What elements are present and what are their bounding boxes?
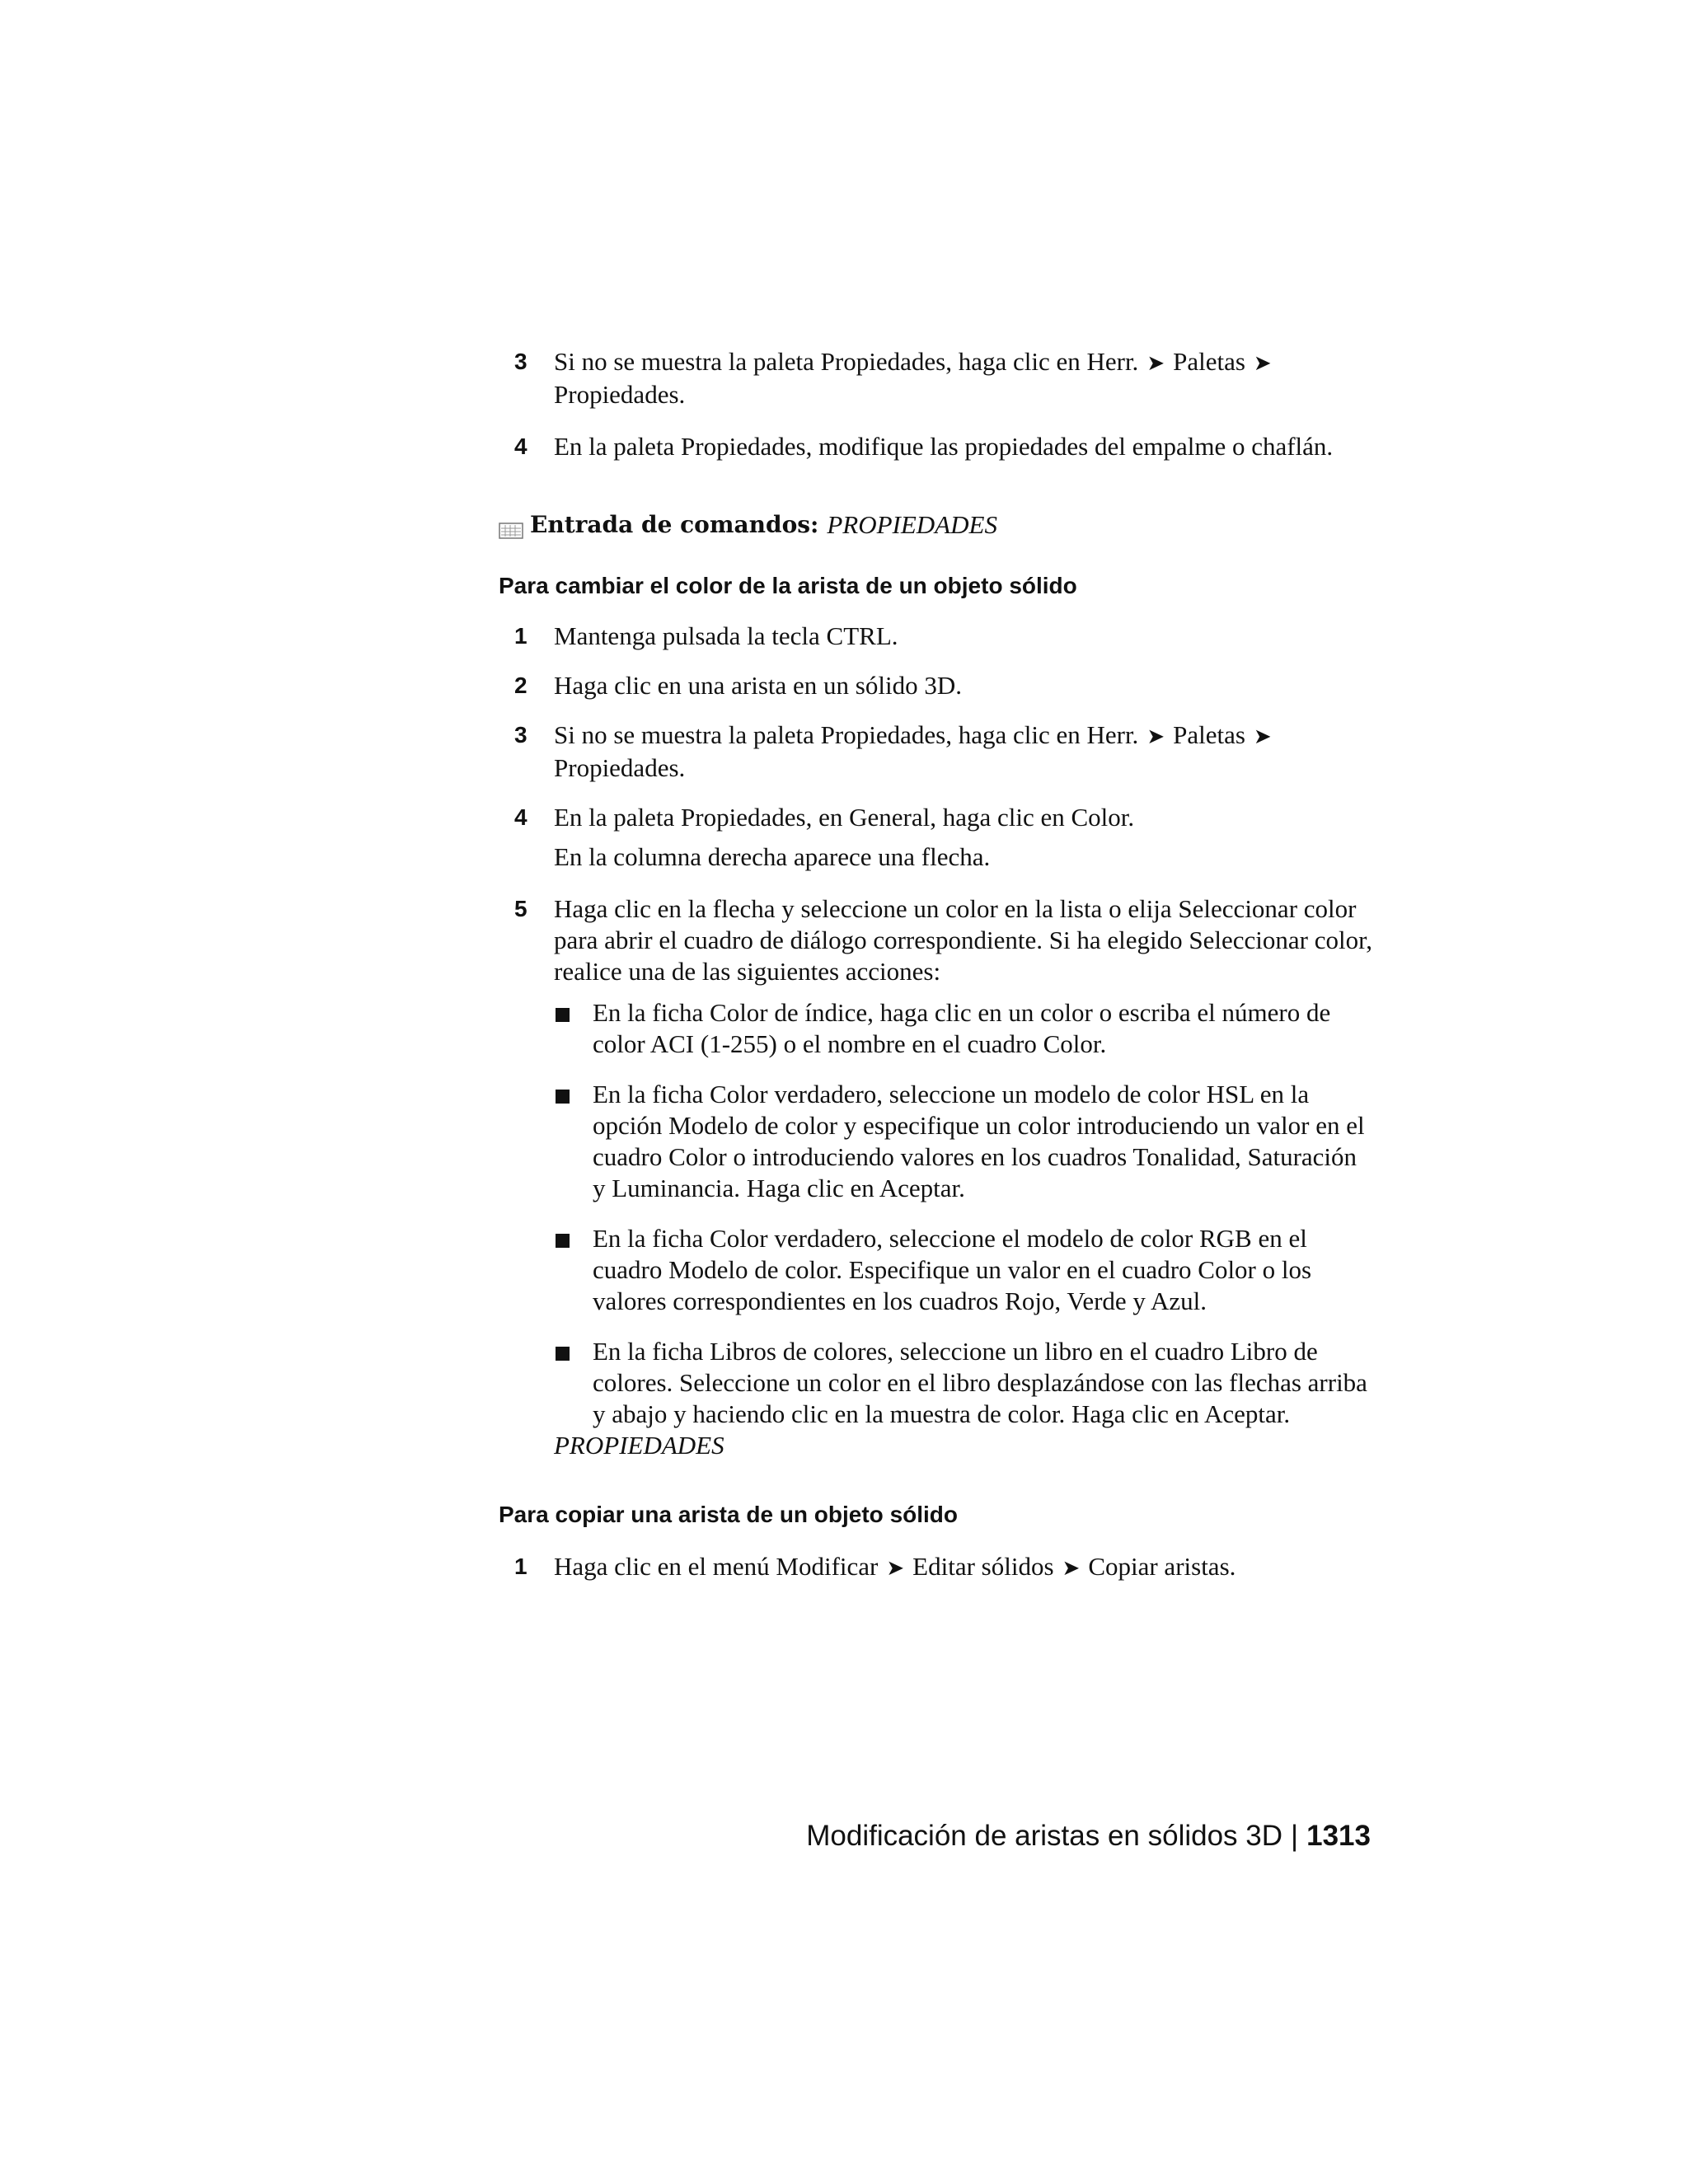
command-value: PROPIEDADES [827,510,997,539]
step-number: 4 [514,434,528,459]
command-reference: PROPIEDADES [554,1431,724,1460]
step-number: 5 [514,896,528,921]
square-bullet-icon [556,1090,570,1104]
bullet-item: En la ficha Color de índice, haga clic en un color o escriba el número de color ACI (1-255) o el nombre en el cuadro Color. [554,997,1372,1060]
step-note: En la columna derecha aparece una flecha. [554,842,991,871]
footer-separator: | [1291,1820,1299,1852]
list-item [499,431,1372,462]
list-item [499,670,1372,701]
step-text: Haga clic en una arista en un sólido 3D. [554,671,962,700]
step-number: 1 [514,623,528,649]
step-number: 2 [514,673,528,698]
list-item [499,802,1372,873]
step-number: 3 [514,722,528,748]
arrow-icon: ➤ [1146,351,1165,376]
step-text: Haga clic en la flecha y seleccione un color en la lista o elija Seleccionar color para abrir el cuadro de diálogo correspondiente. Si ha elegido Seleccionar color, realice una de las siguientes acciones: [554,894,1372,986]
page-content [499,346,1372,1584]
arrow-icon: ➤ [1062,1556,1081,1581]
step-number: 4 [514,804,528,830]
arrow-icon: ➤ [1146,724,1165,749]
bullet-item: En la ficha Libros de colores, seleccione un libro en el cuadro Libro de colores. Seleccione un color en el libro desplazándose con las flechas arriba y abajo y haciendo clic en la muestra de color. Haga clic en Aceptar. [554,1336,1372,1430]
bullet-item: En la ficha Color verdadero, seleccione un modelo de color HSL en la opción Modelo de color y especifique un color introduciendo un valor en el cuadro Color o introduciendo valores en los cuadros Tonalidad, Saturación y Luminancia. Haga clic en Aceptar. [554,1079,1372,1204]
section-heading: Para cambiar el color de la arista de un objeto sólido [499,573,1077,598]
list-item: 1 Haga clic en el menú Modificar ➤ Editar sólidos ➤ Copiar aristas. [514,1552,1236,1581]
page-number: 1313 [1306,1820,1371,1852]
command-label: Entrada de comandos: [530,511,819,538]
list-item [499,621,1372,652]
list-item: 3 Si no se muestra la paleta Propiedades, haga clic en Herr. ➤ Paletas ➤ Propiedades. [514,720,1272,782]
step-number: 3 [514,349,528,374]
bullet-item: En la ficha Color verdadero, seleccione el modelo de color RGB en el cuadro Modelo de color. Especifique un valor en el cuadro Color o los valores correspondientes en los cuadros Rojo, Verde y Azul. [554,1223,1372,1317]
page-footer [806,1820,1371,1853]
step-text: En la paleta Propiedades, en General, haga clic en Color. [554,803,1135,832]
command-entry [499,509,1372,541]
arrow-icon: ➤ [1253,724,1272,749]
list-item [499,893,1372,1461]
arrow-icon: ➤ [1253,351,1272,376]
square-bullet-icon [556,1008,570,1022]
step-text: En la paleta Propiedades, modifique las propiedades del empalme o chaflán. [554,432,1334,461]
keyboard-icon [499,516,523,534]
section-heading: Para copiar una arista de un objeto sólido [499,1502,959,1527]
step-text: Mantenga pulsada la tecla CTRL. [554,621,898,650]
arrow-icon: ➤ [886,1556,905,1581]
step-number: 1 [514,1554,528,1579]
bullet-list [554,997,1372,1430]
square-bullet-icon [556,1234,570,1248]
square-bullet-icon [556,1347,570,1361]
footer-title: Modificación de aristas en sólidos 3D [806,1820,1283,1852]
list-item: 3 Si no se muestra la paleta Propiedades, haga clic en Herr. ➤ Paletas ➤ Propiedades. [514,347,1272,409]
